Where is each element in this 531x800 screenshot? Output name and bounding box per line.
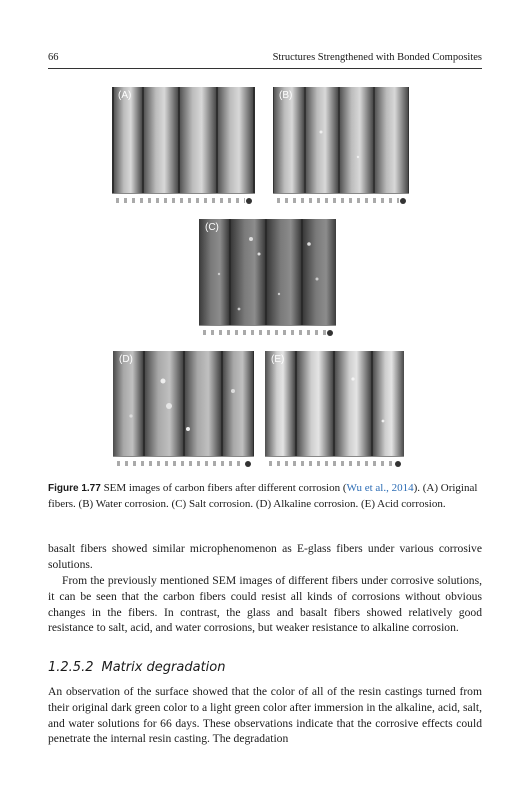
sem-image-a bbox=[112, 87, 255, 208]
sem-image-c bbox=[199, 219, 336, 340]
paragraph-text: From the previously mentioned SEM images of different fibers under corrosive solutions, it can be seen that the carbon fibers could resist all kinds of corrosions without obvious changes in the fibers. In contrast, the glass and basalt fibers showed relatively good resistance to salt, acid, and water corrosions, but weaker resistance to alkaline corrosion. bbox=[48, 574, 482, 635]
sem-databar bbox=[113, 456, 254, 471]
paragraph-text: basalt fibers showed similar microphenomenon as E-glass fibers under various corrosive solutions. bbox=[48, 542, 482, 571]
citation-link[interactable]: Wu et al., 2014 bbox=[346, 482, 414, 494]
sem-panel-c bbox=[199, 219, 336, 340]
running-title: Structures Strengthened with Bonded Composites bbox=[272, 52, 482, 63]
sem-panel-d bbox=[113, 351, 254, 471]
panel-label-c: (C) bbox=[205, 222, 219, 233]
panel-label-d: (D) bbox=[119, 354, 133, 365]
panel-label-b: (B) bbox=[279, 90, 293, 101]
paragraph-3 bbox=[48, 684, 482, 747]
sem-image-e bbox=[265, 351, 404, 471]
sem-panel-a bbox=[112, 87, 255, 208]
sem-databar bbox=[265, 456, 404, 471]
running-header bbox=[48, 50, 482, 66]
caption-text-after: ). (A) Original fibers. (B) Water corrosion. (C) Salt corrosion. (D) Alkaline corrosion. (E) Acid corrosion. bbox=[48, 482, 478, 510]
sem-databar bbox=[273, 193, 409, 208]
section-title: Matrix degradation bbox=[101, 660, 226, 675]
sem-image-d bbox=[113, 351, 254, 471]
panel-label-e: (E) bbox=[271, 354, 285, 365]
figure-label: Figure 1.77 bbox=[48, 483, 101, 494]
sem-panel-e bbox=[265, 351, 404, 471]
page-number: 66 bbox=[48, 52, 59, 63]
figure-caption bbox=[48, 481, 482, 511]
sem-image-b bbox=[273, 87, 409, 208]
section-number: 1.2.5.2 bbox=[48, 660, 94, 675]
paragraph-text: An observation of the surface showed that the color of all of the resin castings turned from their original dark green color to a light green color after immersion in the alkaline, acid, salt, and water solutions for 66 days. These observations indicate that the corrosive effects could penetrate the internal resin casting. The degradation bbox=[48, 685, 482, 746]
panel-label-a: (A) bbox=[118, 90, 132, 101]
section-heading bbox=[48, 659, 482, 677]
sem-databar bbox=[112, 193, 255, 208]
sem-databar bbox=[199, 325, 336, 340]
sem-panel-b bbox=[273, 87, 409, 208]
paragraph-1 bbox=[48, 541, 482, 573]
caption-text-before: SEM images of carbon fibers after different corrosion ( bbox=[103, 482, 347, 494]
paragraph-2 bbox=[48, 573, 482, 636]
header-rule bbox=[48, 68, 482, 69]
